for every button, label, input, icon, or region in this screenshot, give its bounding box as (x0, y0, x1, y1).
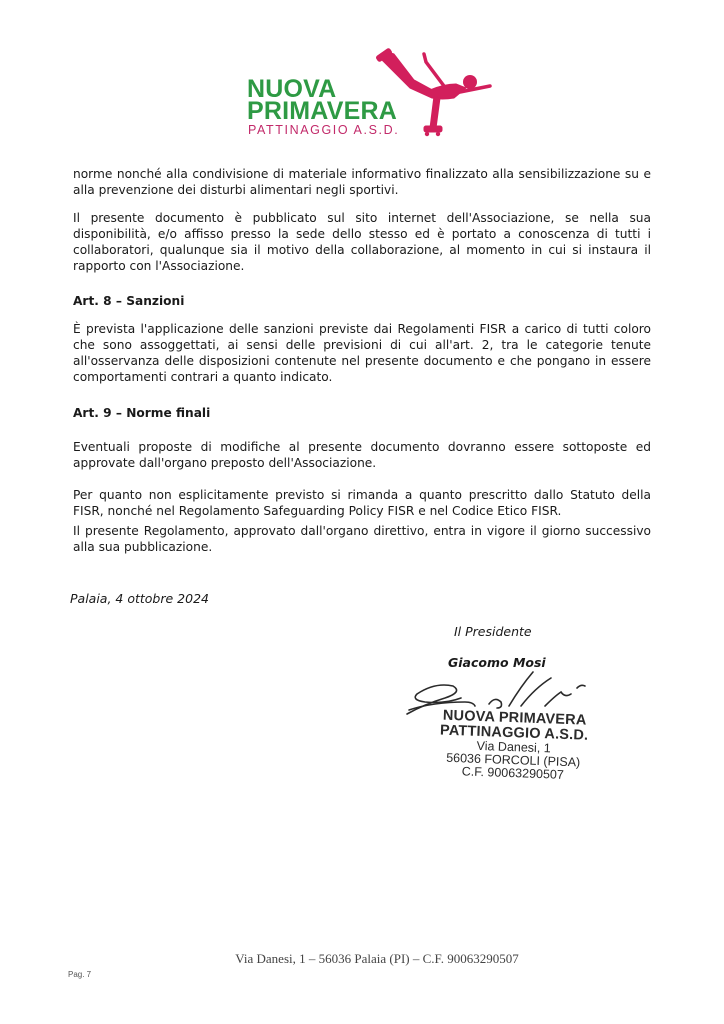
paragraph-eating-disorders (73, 166, 651, 198)
paragraph-text: Eventuali proposte di modifiche al presente documento dovranno essere sottoposte ed approvate dall'organo preposto dell'Associazione. (73, 440, 651, 470)
article-8-heading: Art. 8 – Sanzioni (73, 294, 185, 308)
president-title: Il Presidente (454, 624, 532, 639)
page-number: Pag. 7 (68, 970, 92, 979)
logo-text-nuova: NUOVA (247, 75, 337, 103)
stamp-line-city: 56036 FORCOLI (PISA) (445, 750, 581, 770)
footer-address: Via Danesi, 1 – 56036 Palaia (PI) – C.F. 90063290507 (235, 951, 519, 966)
paragraph-text: Il presente documento è pubblicato sul sito internet dell'Associazione, se nella sua disponibilità, e/o affisso presso la sede dello stesso ed è portato a conoscenza di tutti i collaboratori, qualunque sia il motivo della collaborazione, al momento in cui si instaura il rapporto con l'Associazione. (73, 211, 651, 273)
association-logo (244, 40, 494, 140)
paragraph-references (73, 487, 651, 519)
paragraph-text: Per quanto non esplicitamente previsto si rimanda a quanto prescritto dallo Statuto della FISR, nonché nel Regolamento Safeguarding Policy FISR e nel Codice Etico FISR. (73, 488, 651, 518)
paragraph-text: norme nonché alla condivisione di materiale informativo finalizzato alla sensibilizzazione su e alla prevenzione dei disturbi alimentari negli sportivi. (73, 167, 651, 197)
stamp-line-tax-code: C.F. 90063290507 (461, 764, 565, 782)
stamp-line-name: NUOVA PRIMAVERA (442, 707, 587, 729)
paragraph-publication (73, 210, 651, 274)
association-stamp (423, 708, 605, 783)
paragraph-text: Il presente Regolamento, approvato dall'organo direttivo, entra in vigore il giorno successivo alla sua pubblicazione. (73, 524, 651, 554)
roller-skater-icon (374, 40, 494, 140)
paragraph-amendments (73, 439, 651, 471)
article-9-heading: Art. 9 – Norme finali (73, 406, 211, 420)
logo-subtitle: PATTINAGGIO A.S.D. (248, 123, 400, 137)
president-name: Giacomo Mosi (448, 655, 546, 670)
place-date: Palaia, 4 ottobre 2024 (70, 591, 209, 606)
stamp-line-street: Via Danesi, 1 (476, 738, 551, 756)
paragraph-text: È prevista l'applicazione delle sanzioni previste dai Regolamenti FISR a carico di tutti coloro che sono assoggettati, ai sensi delle previsioni di cui all'art. 2, tra le categorie tenute all'osservanza delle disposizioni contenute nel presente documento e che pongano in essere comportamenti contrari a quanto indicato. (73, 322, 651, 384)
paragraph-entry-into-force (73, 523, 651, 555)
paragraph-sanctions (73, 321, 651, 385)
logo-text-primavera: PRIMAVERA (247, 97, 397, 125)
stamp-line-type: PATTINAGGIO A.S.D. (439, 722, 589, 744)
